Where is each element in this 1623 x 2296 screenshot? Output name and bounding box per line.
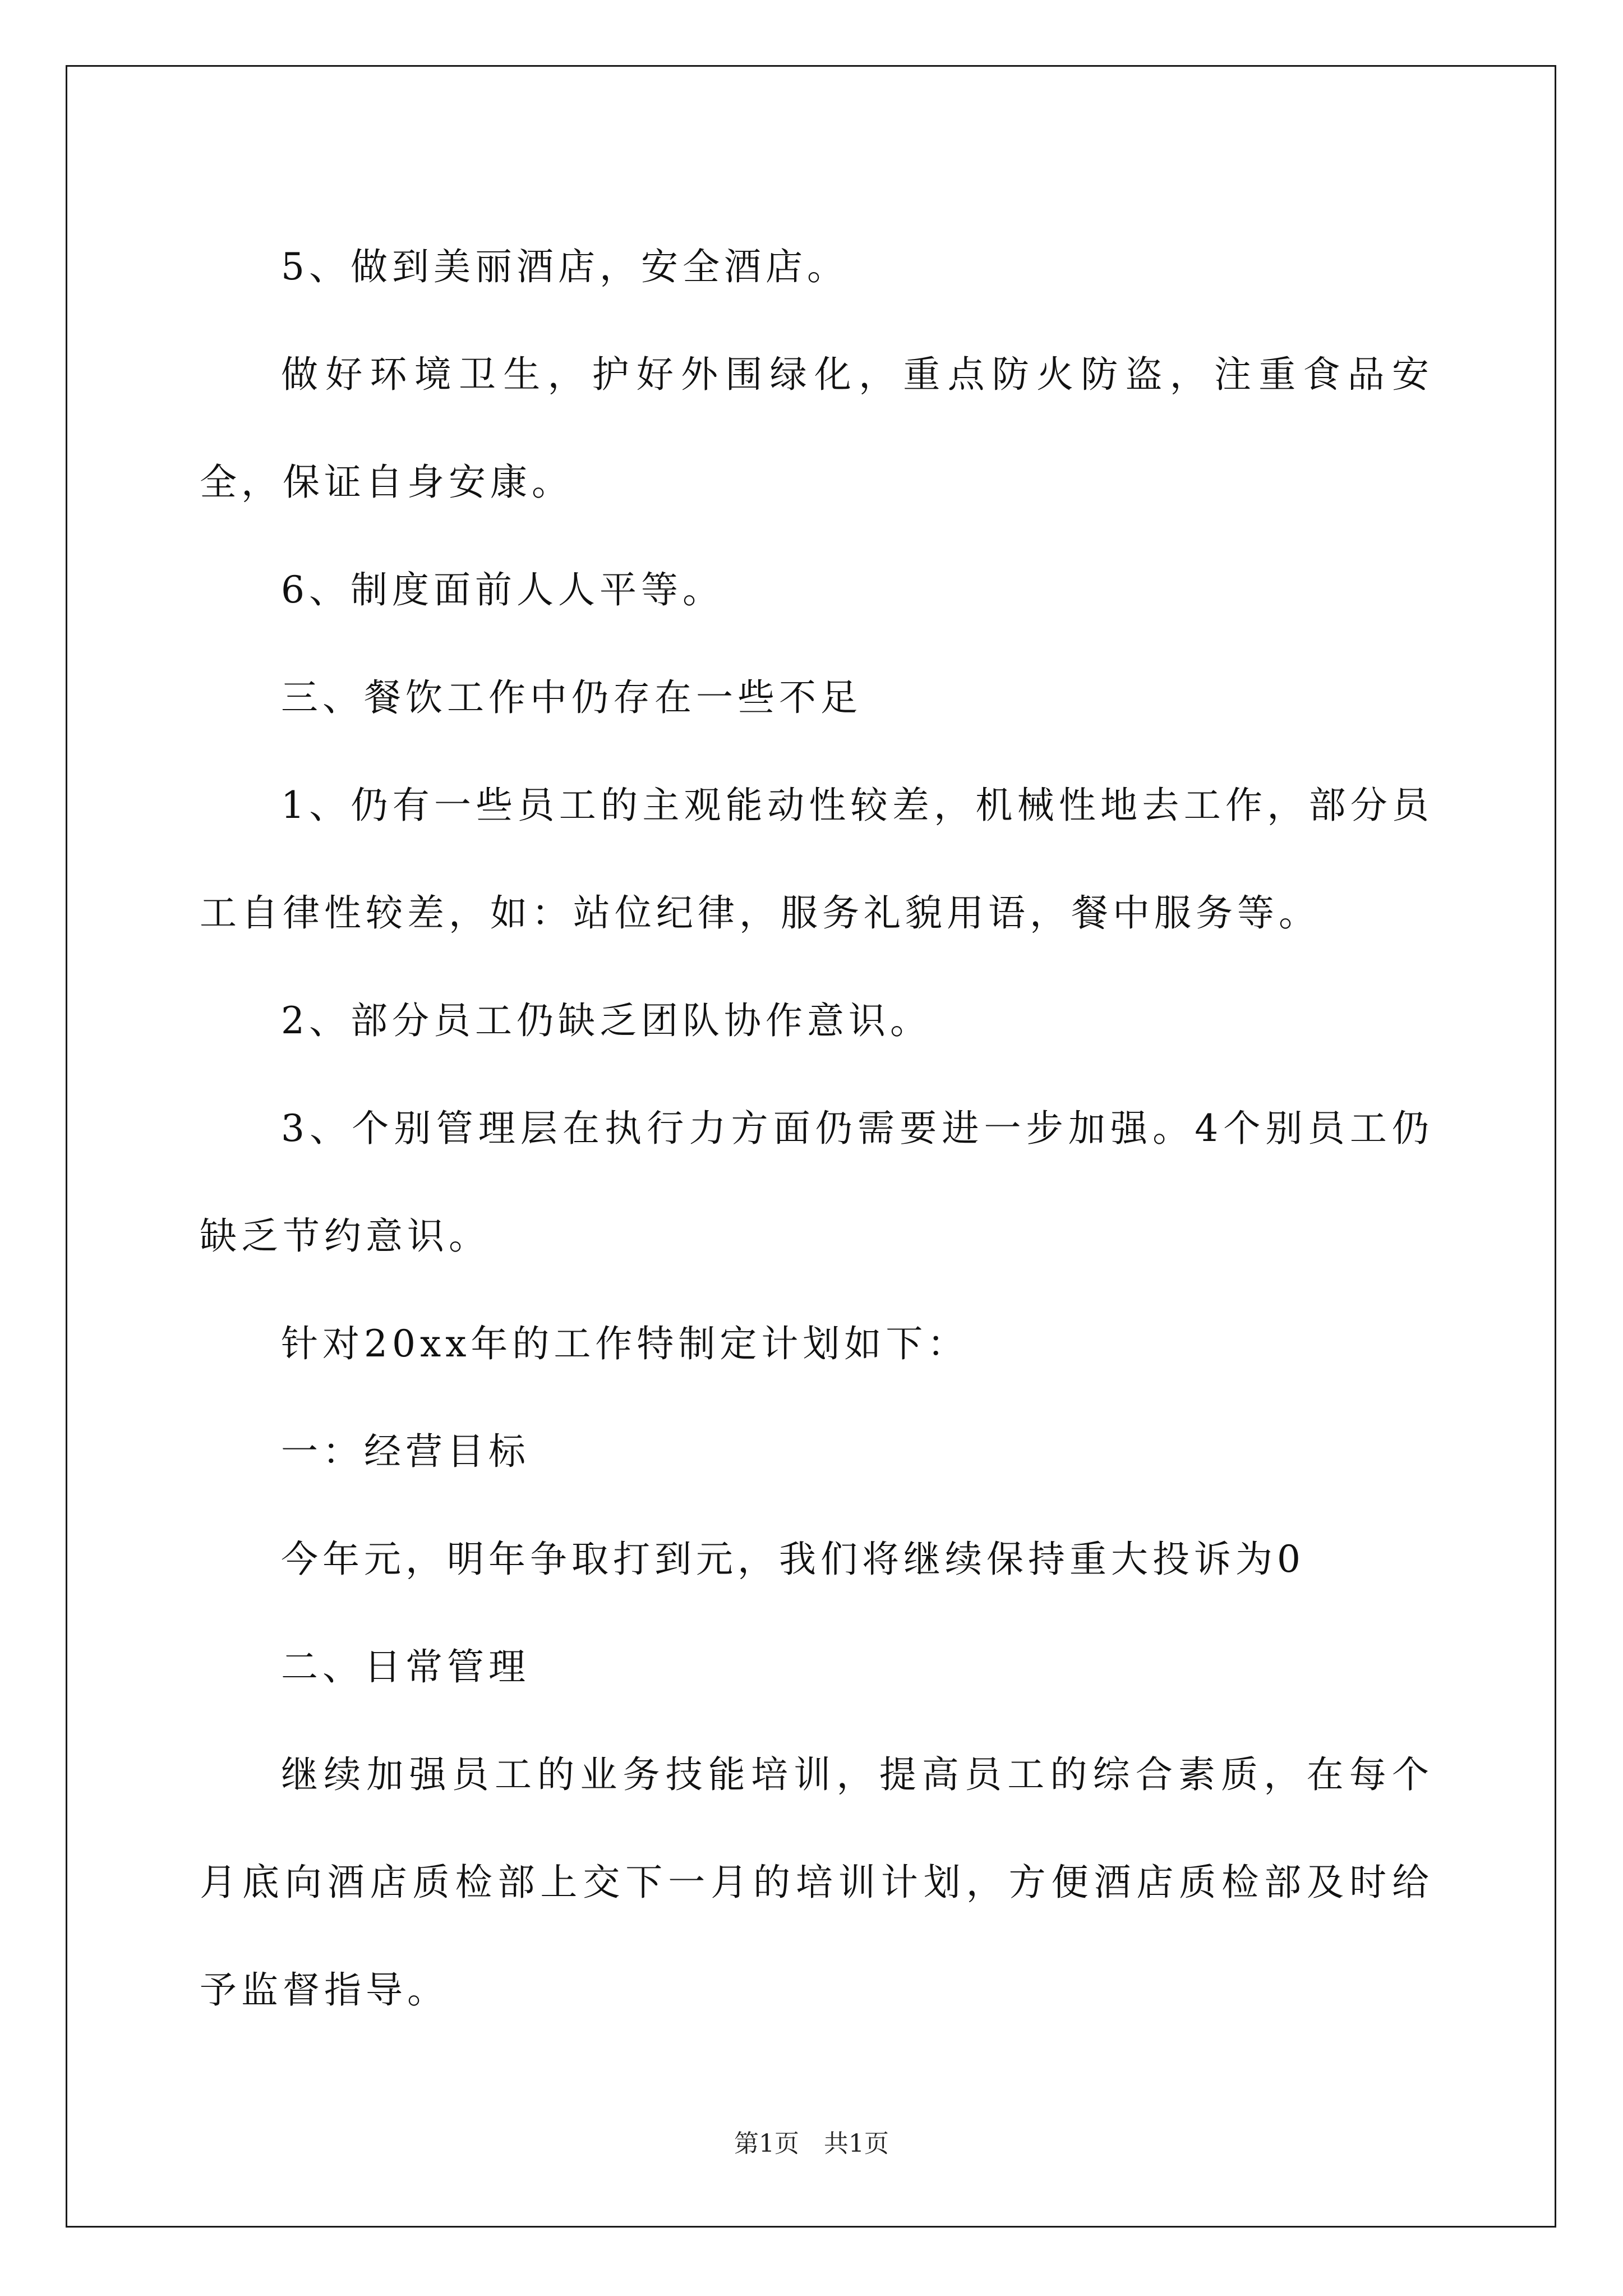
paragraph-shortcoming-1: 1、仍有一些员工的主观能动性较差，机械性地去工作，部分员工自律性较差，如：站位纪律，服务礼貌用语，餐中服务等。 — [200, 784, 1433, 935]
paragraph-environment: 做好环境卫生，护好外围绿化，重点防火防盗，注重食品安全，保证自身安康。 — [200, 353, 1433, 504]
paragraph-item-6: 6、制度面前人人平等。 — [281, 568, 724, 611]
paragraph-item-5: 5、做到美丽酒店，安全酒店。 — [281, 245, 849, 288]
paragraph-shortcoming-2: 2、部分员工仍缺乏团队协作意识。 — [281, 999, 932, 1042]
paragraph-shortcoming-3: 3、个别管理层在执行力方面仍需要进一步加强。4个别员工仍缺乏节约意识。 — [200, 1107, 1433, 1258]
section-heading-daily-management: 二、日常管理 — [281, 1645, 530, 1688]
paragraph-daily-management: 继续加强员工的业务技能培训，提高员工的综合素质，在每个月底向酒店质检部上交下一月的培训计划，方便酒店质检部及时给予监督指导。 — [200, 1753, 1433, 2012]
section-heading-business-goals: 一：经营目标 — [281, 1430, 530, 1473]
page-number-footer: 第1页 共1页 — [734, 2129, 889, 2158]
paragraph-business-goals: 今年元，明年争取打到元，我们将继续保持重大投诉为0 — [281, 1538, 1305, 1581]
paragraph-plan-intro: 针对20xx年的工作特制定计划如下： — [281, 1322, 969, 1365]
document-body — [200, 213, 1433, 2044]
section-heading-shortcomings: 三、餐饮工作中仍存在一些不足 — [281, 676, 862, 719]
